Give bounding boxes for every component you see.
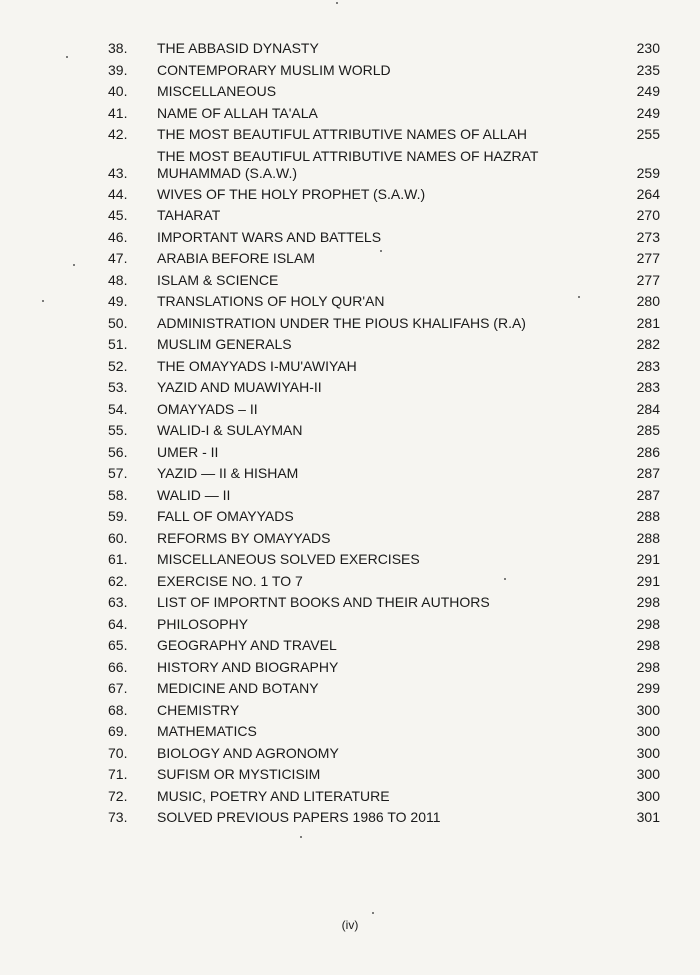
toc-entry-title: IMPORTANT WARS AND BATTELS [157,228,382,245]
toc-entry-title: MISCELLANEOUS SOLVED EXERCISES [157,551,420,567]
toc-entry-page: 273 [636,228,660,245]
toc-entry-title: MATHEMATICS [157,723,257,739]
toc-entry [0,270,700,292]
toc-entry-title: YAZID AND MUAWIYAH-II [157,379,322,395]
toc-entry [0,743,700,765]
toc-entry [0,485,700,507]
toc-entry-page: 286 [636,443,660,460]
toc-entry-number: 45. [108,207,128,223]
toc-entry-number: 57. [108,465,128,481]
toc-entry-number: 47. [108,250,128,266]
toc-entry [0,377,700,399]
toc-entry-title: ARABIA BEFORE ISLAM [157,250,315,266]
toc-entry [0,721,700,743]
toc-entry-page: 287 [636,486,660,503]
toc-entry-page: 280 [636,293,660,309]
toc-entry-page: 288 [636,508,660,524]
toc-entry [0,103,700,125]
toc-entry-number: 60. [108,529,128,546]
toc-entry-page: 277 [636,250,660,266]
toc-entry-number: 46. [108,228,128,245]
toc-entry [0,184,700,206]
toc-entry [0,807,700,829]
toc-entry [0,700,700,722]
toc-entry-page: 284 [636,400,660,417]
toc-entry [0,146,700,184]
scan-speck [336,2,338,4]
toc-entry [0,248,700,270]
toc-entry-number: 69. [108,723,128,739]
toc-entry-page: 249 [636,104,660,121]
toc-entry-title: WIVES OF THE HOLY PROPHET (S.A.W.) [157,185,426,202]
toc-entry [0,592,700,614]
toc-entry-number: 66. [108,658,128,675]
toc-entry [0,60,700,82]
page-number-footer: (iv) [341,918,359,932]
scan-speck [578,296,580,298]
toc-entry-number: 38. [108,40,128,56]
toc-entry-page: 281 [636,314,660,331]
toc-entry-page: 283 [636,357,660,374]
toc-entry [0,635,700,657]
toc-entry-number: 72. [108,787,128,804]
toc-entry-number: 63. [108,594,128,610]
toc-entry-number: 54. [108,400,128,417]
toc-entry-title: ADMINISTRATION UNDER THE PIOUS KHALIFAHS (R.A) [157,314,526,331]
toc-entry-title: PHILOSOPHY [157,615,249,632]
toc-entry-page: 235 [636,61,660,78]
toc-entry [0,291,700,313]
toc-entry-number: 44. [108,185,128,202]
toc-entry-page: 298 [636,615,660,632]
toc-entry-number: 42. [108,126,128,142]
toc-entry-number: 56. [108,443,128,460]
scan-speck [300,836,302,838]
toc-entry-title: OMAYYADS – II [157,400,258,417]
toc-entry-page: 300 [636,766,660,782]
toc-entry [0,786,700,808]
toc-entry-title: CHEMISTRY [157,701,240,718]
toc-entry-title: NAME OF ALLAH TA'ALA [157,104,318,121]
toc-entry-page: 283 [636,379,660,395]
toc-entry-title: WALID — II [157,486,231,503]
toc-entry [0,442,700,464]
toc-entry-page: 300 [636,744,660,761]
toc-entry-title: HISTORY AND BIOGRAPHY [157,658,339,675]
toc-entry-number: 53. [108,379,128,395]
toc-entry-page: 298 [636,658,660,675]
toc-entry-title: THE MOST BEAUTIFUL ATTRIBUTIVE NAMES OF ALLAH [157,126,528,142]
toc-entry-page: 249 [636,83,660,99]
toc-entry-number: 50. [108,314,128,331]
toc-entry-page: 255 [636,126,660,142]
toc-entry [0,399,700,421]
toc-entry-number: 68. [108,701,128,718]
toc-entry [0,227,700,249]
toc-entry [0,313,700,335]
toc-entry-title: TAHARAT [157,207,221,223]
toc-entry-title: GEOGRAPHY AND TRAVEL [157,637,337,653]
toc-entry-page: 300 [636,723,660,739]
toc-entry-number: 59. [108,508,128,524]
toc-entry [0,205,700,227]
toc-entry-title: THE OMAYYADS I-MU'AWIYAH [157,357,357,374]
toc-entry [0,678,700,700]
toc-entry [0,614,700,636]
scan-speck [73,264,75,266]
toc-entry-number: 49. [108,293,128,309]
toc-entry-page: 277 [636,271,660,288]
toc-entry-number: 40. [108,83,128,99]
toc-entry-title: YAZID — II & HISHAM [157,465,299,481]
toc-entry-page: 291 [636,551,660,567]
toc-entry-title: UMER - II [157,443,219,460]
toc-entry-page: 299 [636,680,660,696]
toc-entry-title: MUSIC, POETRY AND LITERATURE [157,787,390,804]
toc-entry [0,463,700,485]
toc-entry [0,764,700,786]
toc-entry [0,38,700,60]
toc-entry-title: MISCELLANEOUS [157,83,277,99]
toc-entry-page: 300 [636,787,660,804]
toc-entry-title: MUSLIM GENERALS [157,336,292,352]
scan-speck [380,250,382,252]
toc-entry-page: 288 [636,529,660,546]
toc-entry-title: TRANSLATIONS OF HOLY QUR'AN [157,293,385,309]
toc-entry-title: WALID-I & SULAYMAN [157,422,303,438]
toc-entry-page: 301 [636,809,660,825]
toc-entry-title: MEDICINE AND BOTANY [157,680,319,696]
toc-entry-number: 41. [108,104,128,121]
toc-entry-page: 282 [636,336,660,352]
toc-entry [0,420,700,442]
toc-entry-title: EXERCISE NO. 1 TO 7 [157,572,303,589]
toc-entry-title: THE MOST BEAUTIFUL ATTRIBUTIVE NAMES OF HAZRAT MUHAMMAD (S.A.W.) [157,147,539,181]
scan-speck [66,56,68,58]
toc-entry [0,571,700,593]
toc-entry-page: 230 [636,40,660,56]
toc-entry-title: THE ABBASID DYNASTY [157,40,319,56]
toc-entry-title: SUFISM OR MYSTICISIM [157,766,321,782]
toc-entry-title: SOLVED PREVIOUS PAPERS 1986 TO 2011 [157,809,441,825]
toc-entry-title: ISLAM & SCIENCE [157,271,279,288]
table-of-contents [0,38,700,829]
toc-entry-number: 58. [108,486,128,503]
toc-entry-title: LIST OF IMPORTNT BOOKS AND THEIR AUTHORS [157,594,490,610]
toc-entry-title: REFORMS BY OMAYYADS [157,529,331,546]
toc-entry-page: 285 [636,422,660,438]
toc-entry-title: FALL OF OMAYYADS [157,508,294,524]
toc-entry-title: BIOLOGY AND AGRONOMY [157,744,339,761]
toc-entry [0,81,700,103]
toc-entry-number: 62. [108,572,128,589]
toc-entry-page: 270 [636,207,660,223]
toc-entry-number: 65. [108,637,128,653]
toc-entry [0,124,700,146]
toc-entry-page: 300 [636,701,660,718]
toc-entry-page: 287 [636,465,660,481]
toc-entry [0,334,700,356]
toc-entry-number: 52. [108,357,128,374]
toc-entry [0,356,700,378]
toc-entry [0,549,700,571]
toc-entry-number: 67. [108,680,128,696]
toc-entry-number: 61. [108,551,128,567]
toc-entry-number: 43. [108,164,128,181]
toc-entry-number: 39. [108,61,128,78]
scan-speck [42,300,44,302]
toc-entry-page: 298 [636,637,660,653]
toc-entry-number: 55. [108,422,128,438]
scan-speck [372,912,374,914]
toc-entry [0,657,700,679]
toc-entry-page: 298 [636,594,660,610]
toc-entry-page: 264 [636,185,660,202]
toc-entry [0,528,700,550]
toc-entry-number: 73. [108,809,128,825]
toc-entry-page: 259 [636,164,660,181]
toc-entry-page: 291 [636,572,660,589]
toc-entry-number: 70. [108,744,128,761]
toc-entry-number: 71. [108,766,128,782]
scan-speck [504,578,506,580]
toc-entry [0,506,700,528]
toc-entry-number: 48. [108,271,128,288]
toc-entry-title: CONTEMPORARY MUSLIM WORLD [157,61,391,78]
toc-entry-number: 64. [108,615,128,632]
toc-entry-number: 51. [108,336,128,352]
